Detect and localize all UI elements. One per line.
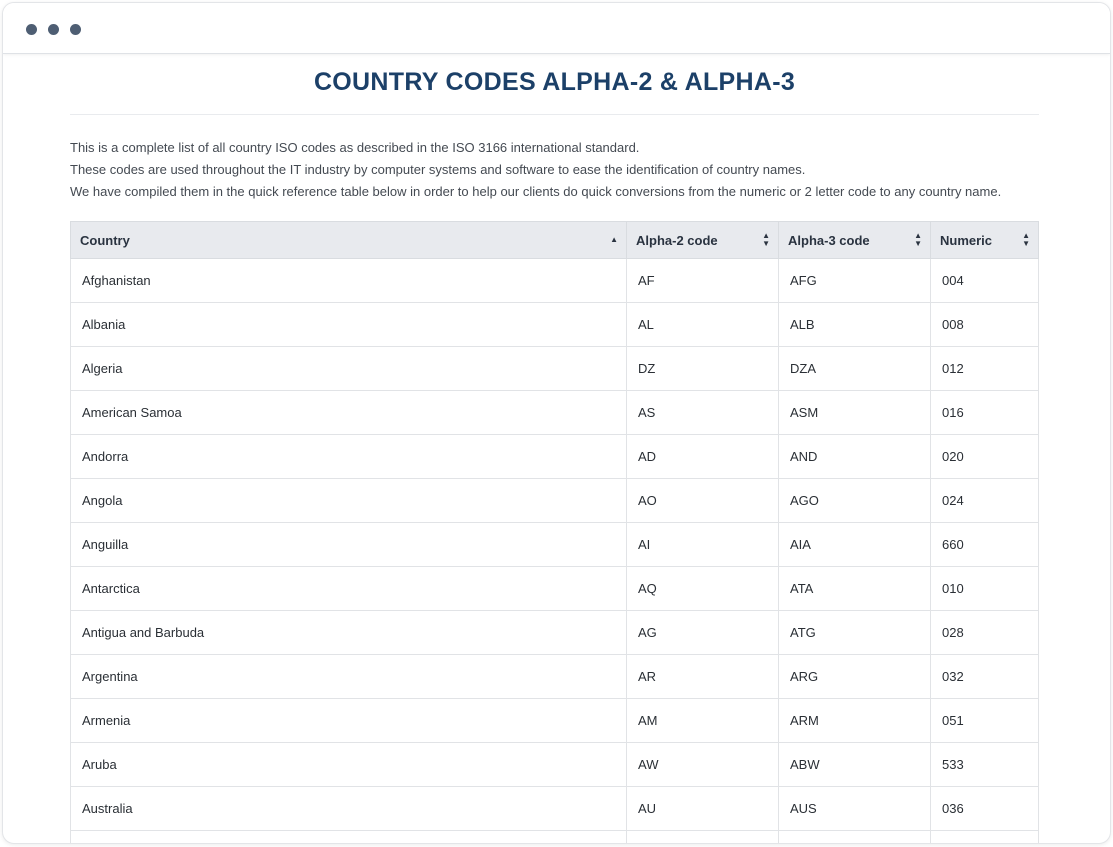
column-header-label: Country [80, 232, 130, 248]
country-cell: Algeria [71, 347, 627, 391]
alpha2-cell: AG [627, 611, 779, 655]
alpha3-cell: ATA [779, 567, 931, 611]
sort-ascending-icon: ▲ [610, 235, 618, 244]
country-cell: Argentina [71, 655, 627, 699]
alpha2-cell: AM [627, 699, 779, 743]
alpha3-cell: AIA [779, 523, 931, 567]
alpha3-cell [779, 831, 931, 845]
sort-icon: ▲ ▼ [1022, 231, 1030, 248]
table-row [71, 699, 1039, 743]
country-codes-table [70, 221, 1039, 844]
table-body [71, 259, 1039, 845]
numeric-cell: 020 [931, 435, 1039, 479]
alpha2-cell: AF [627, 259, 779, 303]
table-row [71, 523, 1039, 567]
alpha3-cell: DZA [779, 347, 931, 391]
title-divider [70, 114, 1039, 115]
alpha2-cell: AI [627, 523, 779, 567]
column-header-numeric[interactable] [931, 222, 1039, 259]
column-header-alpha2[interactable] [627, 222, 779, 259]
alpha2-cell: AL [627, 303, 779, 347]
alpha3-cell: ASM [779, 391, 931, 435]
numeric-cell: 024 [931, 479, 1039, 523]
window-titlebar [3, 3, 1110, 54]
alpha2-cell: AR [627, 655, 779, 699]
intro-line-1: This is a complete list of all country ISO codes as described in the ISO 3166 international standard. [70, 140, 640, 155]
table-row [71, 259, 1039, 303]
country-cell: Antarctica [71, 567, 627, 611]
country-cell: Armenia [71, 699, 627, 743]
alpha3-cell: AUS [779, 787, 931, 831]
numeric-cell: 028 [931, 611, 1039, 655]
intro-text [70, 137, 1039, 203]
window-dot-2[interactable] [48, 24, 59, 35]
numeric-cell: 008 [931, 303, 1039, 347]
country-cell: Andorra [71, 435, 627, 479]
alpha2-cell [627, 831, 779, 845]
table-row [71, 479, 1039, 523]
intro-line-2: These codes are used throughout the IT industry by computer systems and software to ease the identification of country names. [70, 162, 806, 177]
page-content [70, 54, 1039, 844]
alpha2-cell: AO [627, 479, 779, 523]
alpha3-cell: AND [779, 435, 931, 479]
country-cell: Albania [71, 303, 627, 347]
table-row [71, 435, 1039, 479]
numeric-cell: 051 [931, 699, 1039, 743]
column-header-alpha3[interactable] [779, 222, 931, 259]
table-row [71, 743, 1039, 787]
column-header-label: Alpha-2 code [636, 232, 718, 248]
numeric-cell: 010 [931, 567, 1039, 611]
column-header-country[interactable] [71, 222, 627, 259]
table-header-row [71, 222, 1039, 259]
numeric-cell: 004 [931, 259, 1039, 303]
country-cell: Anguilla [71, 523, 627, 567]
alpha2-cell: AW [627, 743, 779, 787]
numeric-cell: 533 [931, 743, 1039, 787]
alpha3-cell: ABW [779, 743, 931, 787]
numeric-cell: 012 [931, 347, 1039, 391]
alpha2-cell: AS [627, 391, 779, 435]
country-cell: Afghanistan [71, 259, 627, 303]
table-row [71, 655, 1039, 699]
alpha2-cell: AU [627, 787, 779, 831]
alpha2-cell: AQ [627, 567, 779, 611]
numeric-cell [931, 831, 1039, 845]
table-row [71, 831, 1039, 845]
country-cell: Aruba [71, 743, 627, 787]
alpha2-cell: AD [627, 435, 779, 479]
alpha3-cell: ARG [779, 655, 931, 699]
table-row [71, 347, 1039, 391]
country-cell: American Samoa [71, 391, 627, 435]
numeric-cell: 032 [931, 655, 1039, 699]
window-dot-3[interactable] [70, 24, 81, 35]
numeric-cell: 016 [931, 391, 1039, 435]
alpha3-cell: ATG [779, 611, 931, 655]
page-title: COUNTRY CODES ALPHA-2 & ALPHA-3 [313, 68, 796, 96]
sort-icon: ▲ ▼ [762, 231, 770, 248]
alpha2-cell: DZ [627, 347, 779, 391]
alpha3-cell: AFG [779, 259, 931, 303]
numeric-cell: 036 [931, 787, 1039, 831]
alpha3-cell: AGO [779, 479, 931, 523]
table-row [71, 567, 1039, 611]
table-row [71, 391, 1039, 435]
country-cell: Australia [71, 787, 627, 831]
browser-window [2, 2, 1111, 844]
table-row [71, 611, 1039, 655]
intro-line-3: We have compiled them in the quick reference table below in order to help our clients do quick conversions from the numeric or 2 letter code to any country name. [70, 184, 1002, 199]
country-cell: Antigua and Barbuda [71, 611, 627, 655]
column-header-label: Alpha-3 code [788, 232, 870, 248]
alpha3-cell: ARM [779, 699, 931, 743]
numeric-cell: 660 [931, 523, 1039, 567]
country-cell [71, 831, 627, 845]
table-row [71, 303, 1039, 347]
alpha3-cell: ALB [779, 303, 931, 347]
window-dot-1[interactable] [26, 24, 37, 35]
sort-icon: ▲ ▼ [914, 231, 922, 248]
country-cell: Angola [71, 479, 627, 523]
table-row [71, 787, 1039, 831]
column-header-label: Numeric [940, 232, 993, 248]
